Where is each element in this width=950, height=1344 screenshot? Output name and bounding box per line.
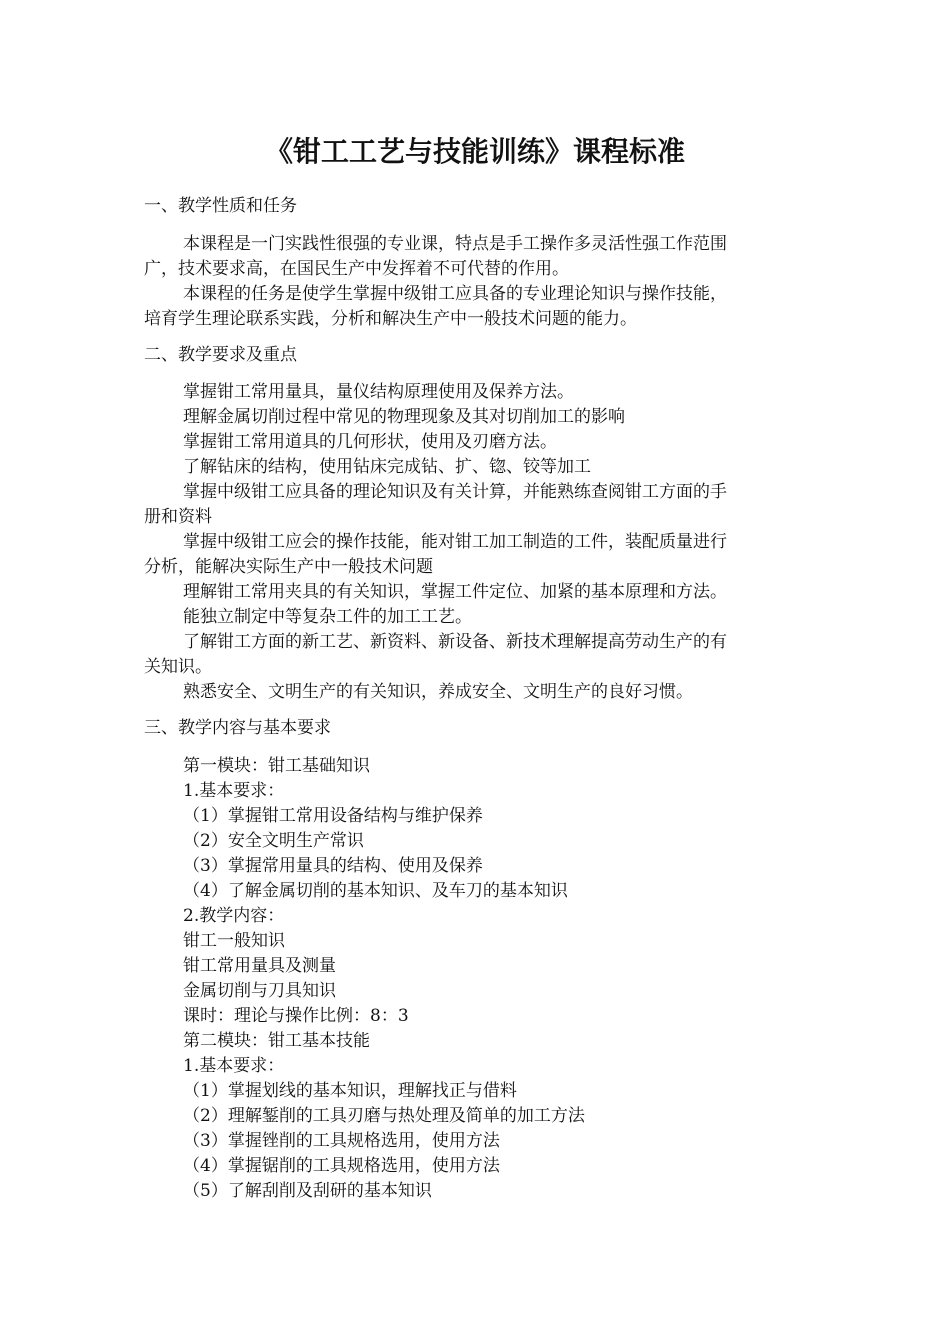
list-item: （2）安全文明生产常识: [183, 831, 364, 851]
list-item: （5）了解刮削及刮研的基本知识: [183, 1181, 432, 1201]
list-item: （2）理解錾削的工具刃磨与热处理及简单的加工方法: [183, 1106, 585, 1126]
list-item: （3）掌握常用量具的结构、使用及保养: [183, 856, 483, 876]
hours-line: 课时：理论与操作比例：8：3: [183, 1006, 409, 1026]
subheading: 2.教学内容：: [183, 906, 285, 926]
list-item: 掌握钳工常用量具，量仪结构原理使用及保养方法。: [183, 382, 574, 402]
module-title: 第二模块：钳工基本技能: [183, 1031, 370, 1051]
section-heading-2: 二、教学要求及重点: [144, 345, 297, 365]
paragraph-line: 本课程的任务是使学生掌握中级钳工应具备的专业理论知识与操作技能，: [183, 284, 727, 304]
list-item: 理解金属切削过程中常见的物理现象及其对切削加工的影响: [183, 407, 625, 427]
list-item: 理解钳工常用夹具的有关知识，掌握工件定位、加紧的基本原理和方法。: [183, 582, 727, 602]
list-item: （4）掌握锯削的工具规格选用，使用方法: [183, 1156, 500, 1176]
list-item: 钳工一般知识: [183, 931, 285, 951]
list-item: 掌握中级钳工应具备的理论知识及有关计算，并能熟练查阅钳工方面的手: [183, 482, 727, 502]
module-title: 第一模块：钳工基础知识: [183, 756, 370, 776]
section-heading-3: 三、教学内容与基本要求: [144, 718, 331, 738]
list-item: （1）掌握钳工常用设备结构与维护保养: [183, 806, 483, 826]
subheading: 1.基本要求：: [183, 1056, 285, 1076]
list-item: 关知识。: [144, 657, 212, 677]
page-title: 《钳工工艺与技能训练》课程标准: [264, 135, 685, 168]
paragraph-line: 本课程是一门实践性很强的专业课，特点是手工操作多灵活性强工作范围: [183, 234, 727, 254]
list-item: 掌握中级钳工应会的操作技能，能对钳工加工制造的工件，装配质量进行: [183, 532, 727, 552]
list-item: 熟悉安全、文明生产的有关知识，养成安全、文明生产的良好习惯。: [183, 682, 693, 702]
paragraph-line: 培育学生理论联系实践，分析和解决生产中一般技术问题的能力。: [144, 309, 637, 329]
list-item: 能独立制定中等复杂工件的加工工艺。: [183, 607, 472, 627]
subheading: 1.基本要求：: [183, 781, 285, 801]
list-item: 掌握钳工常用道具的几何形状，使用及刃磨方法。: [183, 432, 557, 452]
list-item: （1）掌握划线的基本知识，理解找正与借料: [183, 1081, 517, 1101]
list-item: 了解钳工方面的新工艺、新资料、新设备、新技术理解提高劳动生产的有: [183, 632, 727, 652]
list-item: 册和资料: [144, 507, 212, 527]
list-item: （3）掌握锉削的工具规格选用，使用方法: [183, 1131, 500, 1151]
section-heading-1: 一、教学性质和任务: [144, 196, 297, 216]
paragraph-line: 广，技术要求高，在国民生产中发挥着不可代替的作用。: [144, 259, 569, 279]
list-item: 金属切削与刀具知识: [183, 981, 336, 1001]
list-item: 分析，能解决实际生产中一般技术问题: [144, 557, 433, 577]
list-item: 了解钻床的结构，使用钻床完成钻、扩、锪、铰等加工: [183, 457, 591, 477]
list-item: （4）了解金属切削的基本知识、及车刀的基本知识: [183, 881, 568, 901]
list-item: 钳工常用量具及测量: [183, 956, 336, 976]
